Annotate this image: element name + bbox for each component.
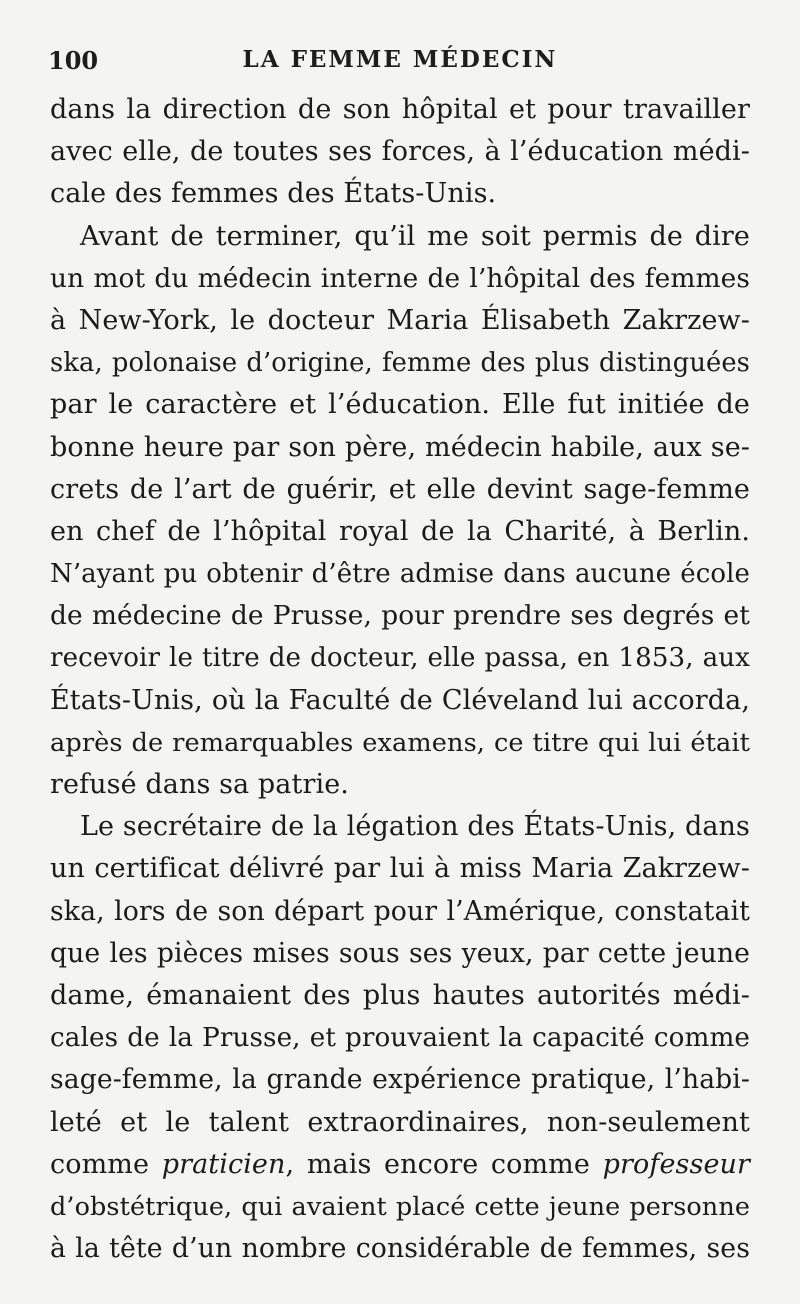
text-line: dame, émanaient des plus hautes autorités médi- bbox=[50, 979, 750, 1011]
text-line: que les pièces mises sous ses yeux, par cette jeune bbox=[50, 937, 750, 969]
line-text-segment: , mais encore comme bbox=[285, 1148, 603, 1180]
text-line-with-italics bbox=[50, 1144, 750, 1186]
text-line: N’ayant pu obtenir d’être admise dans aucune école bbox=[50, 559, 750, 590]
text-line: dans la direction de son hôpital et pour travailler bbox=[50, 94, 750, 125]
text-line: de médecine de Prusse, pour prendre ses degrés et bbox=[50, 600, 750, 632]
italic-word-professeur: professeur bbox=[602, 1148, 751, 1180]
text-line: Le secrétaire de la légation des États-Unis, dans bbox=[80, 811, 750, 843]
text-line: sage-femme, la grande expérience pratique, l’habi- bbox=[50, 1064, 750, 1096]
text-line: cale des femmes des États-Unis. bbox=[50, 178, 497, 210]
text-line: recevoir le titre de docteur, elle passa, en 1853, aux bbox=[50, 643, 750, 674]
running-title: LA FEMME MÉDECIN bbox=[242, 46, 558, 73]
text-line: après de remarquables examens, ce titre qui lui était bbox=[50, 727, 750, 758]
text-line: un certificat délivré par lui à miss Maria Zakrzew- bbox=[50, 853, 750, 885]
text-line: un mot du médecin interne de l’hôpital des femmes bbox=[50, 262, 750, 294]
text-line: ska, polonaise d’origine, femme des plus distinguées bbox=[50, 348, 750, 379]
page-number: 100 bbox=[48, 46, 99, 75]
text-line: bonne heure par son père, médecin habile, aux se- bbox=[50, 431, 750, 463]
text-line: leté et le talent extraordinaires, non-seulement bbox=[50, 1106, 750, 1138]
text-line: cales de la Prusse, et prouvaient la capacité comme bbox=[50, 1023, 750, 1054]
line-text-segment: comme bbox=[50, 1148, 162, 1180]
text-line: à la tête d’un nombre considérable de femmes, ses bbox=[50, 1233, 750, 1265]
text-line: avec elle, de toutes ses forces, à l’éducation médi- bbox=[50, 136, 750, 168]
text-line: ska, lors de son départ pour l’Amérique, constatait bbox=[50, 895, 750, 927]
text-line: refusé dans sa patrie. bbox=[50, 769, 349, 800]
text-line: Avant de terminer, qu’il me soit permis de dire bbox=[80, 220, 750, 252]
text-line: par le caractère et l’éducation. Elle fut initiée de bbox=[50, 389, 750, 421]
text-line: États-Unis, où la Faculté de Cléveland lui accorda, bbox=[50, 684, 750, 716]
text-line: d’obstétrique, qui avaient placé cette jeune personne bbox=[50, 1191, 750, 1222]
text-line: à New-York, le docteur Maria Élisabeth Zakrzew- bbox=[50, 304, 750, 336]
italic-word-praticien: praticien bbox=[161, 1148, 286, 1180]
body-text bbox=[50, 89, 750, 1270]
text-line: en chef de l’hôpital royal de la Charité, à Berlin. bbox=[50, 515, 750, 547]
text-line: crets de l’art de guérir, et elle devint sage-femme bbox=[50, 473, 750, 505]
